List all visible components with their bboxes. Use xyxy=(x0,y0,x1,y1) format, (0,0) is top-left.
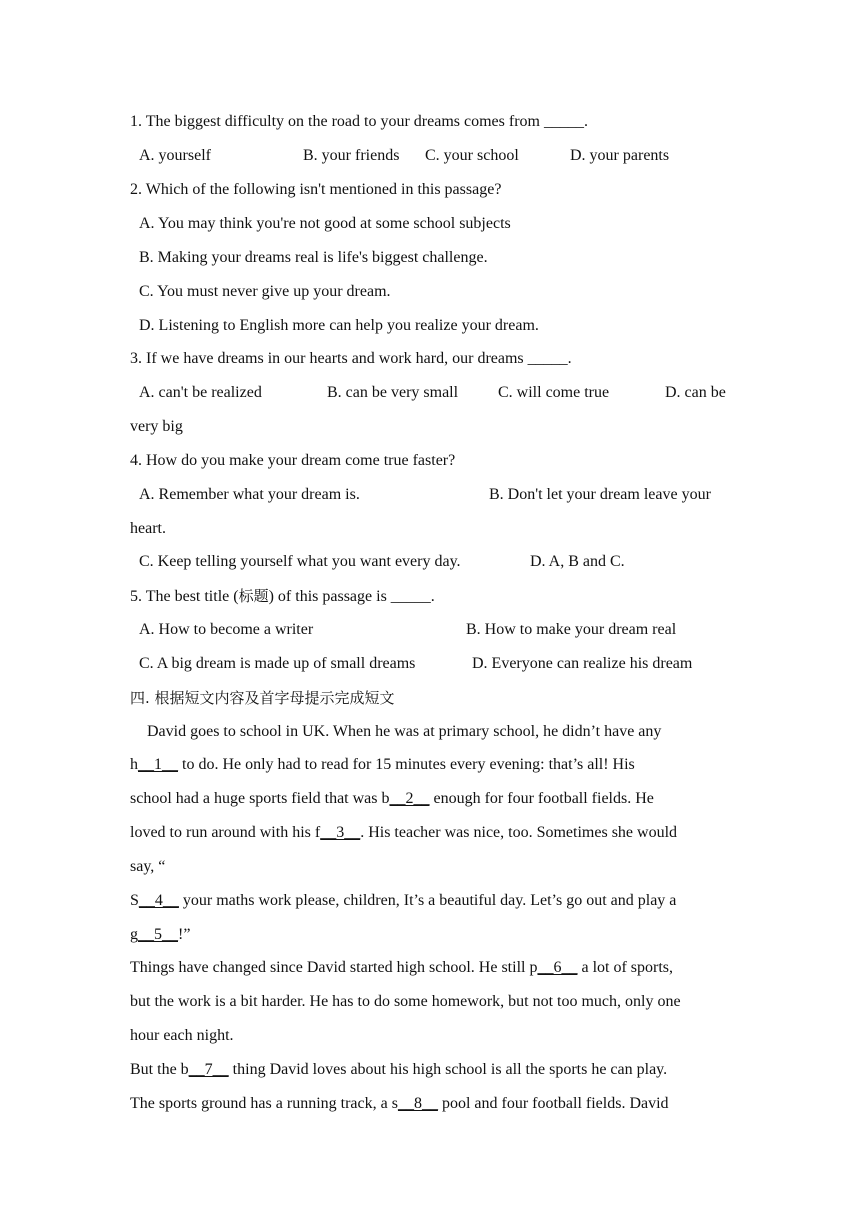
passage-line-2 xyxy=(130,755,734,775)
question-1-stem: 1. The biggest difficulty on the road to your dreams comes from _____. xyxy=(130,113,588,130)
q2-option-a: A. You may think you're not good at some school subjects xyxy=(139,215,511,232)
question-5-stem xyxy=(130,586,734,607)
passage-text: thing David loves about his high school is all the sports he can play. xyxy=(228,1061,668,1078)
q3-option-c: C. will come true xyxy=(498,384,610,401)
passage-line-9: but the work is a bit harder. He has to do some homework, but not too much, only one xyxy=(130,993,681,1010)
q4-option-b: B. Don't let your dream leave your xyxy=(489,486,711,503)
blank-2: __2__ xyxy=(389,790,430,807)
q5-stem-post: ) of this passage is _____. xyxy=(268,588,435,605)
q2-option-c: C. You must never give up your dream. xyxy=(139,283,391,300)
question-2-stem: 2. Which of the following isn't mentioned in this passage? xyxy=(130,181,502,198)
q4-option-a: A. Remember what your dream is. xyxy=(139,486,360,503)
blank-8: __8__ xyxy=(397,1095,438,1112)
blank-3: __3__ xyxy=(320,824,361,841)
passage-text: The sports ground has a running track, a s xyxy=(130,1095,398,1112)
q4-option-c: C. Keep telling yourself what you want every day. xyxy=(139,553,461,570)
passage-line-4 xyxy=(130,823,734,843)
blank-4: __4__ xyxy=(138,892,179,909)
q4-option-b-wrap: heart. xyxy=(130,520,166,537)
passage-text: But the b xyxy=(130,1061,189,1078)
q1-option-a: A. yourself xyxy=(139,147,211,164)
passage-text: school had a huge sports field that was b xyxy=(130,790,390,807)
q4-option-d: D. A, B and C. xyxy=(530,553,625,570)
q5-stem-pre: 5. The best title ( xyxy=(130,588,239,605)
passage-line-12 xyxy=(130,1094,734,1114)
passage-line-8 xyxy=(130,958,734,978)
section-4-heading: 四. 根据短文内容及首字母提示完成短文 xyxy=(130,689,395,707)
q5-option-b: B. How to make your dream real xyxy=(466,621,677,638)
passage-line-11 xyxy=(130,1060,734,1080)
passage-text: loved to run around with his f xyxy=(130,824,321,841)
passage-text: h xyxy=(130,756,138,773)
passage-text: . His teacher was nice, too. Sometimes she would xyxy=(360,824,678,841)
passage-line-3 xyxy=(130,789,734,809)
passage-line-5: say, “ xyxy=(130,858,166,875)
q3-option-b: B. can be very small xyxy=(327,384,459,401)
q1-option-d: D. your parents xyxy=(570,147,670,164)
q5-stem-cjk: 标题 xyxy=(238,587,269,605)
q3-option-d: D. can be xyxy=(665,384,726,401)
blank-1: __1__ xyxy=(138,756,178,773)
question-3-stem: 3. If we have dreams in our hearts and work hard, our dreams _____. xyxy=(130,350,572,367)
blank-6: __6__ xyxy=(537,959,578,976)
q2-option-b: B. Making your dreams real is life's biggest challenge. xyxy=(139,249,488,266)
q1-option-c: C. your school xyxy=(425,147,519,164)
q5-option-a: A. How to become a writer xyxy=(139,621,314,638)
blank-5: __5__ xyxy=(138,926,178,943)
passage-line-10: hour each night. xyxy=(130,1027,234,1044)
blank-7: __7__ xyxy=(188,1061,229,1078)
passage-text: to do. He only had to read for 15 minutes every evening: that’s all! His xyxy=(178,756,635,773)
q3-option-a: A. can't be realized xyxy=(139,384,262,401)
question-4-stem: 4. How do you make your dream come true faster? xyxy=(130,452,456,469)
passage-line-7 xyxy=(130,925,734,945)
q5-option-c: C. A big dream is made up of small dreams xyxy=(139,655,416,672)
passage-text: S xyxy=(130,892,139,909)
passage-line-1: David goes to school in UK. When he was at primary school, he didn’t have any xyxy=(147,723,662,740)
passage-text: your maths work please, children, It’s a beautiful day. Let’s go out and play a xyxy=(178,892,677,909)
passage-text: g xyxy=(130,926,138,943)
passage-text: pool and four football fields. David xyxy=(437,1095,669,1112)
passage-text: Things have changed since David started high school. He still p xyxy=(130,959,538,976)
passage-text: a lot of sports, xyxy=(577,959,674,976)
q3-option-d-wrap: very big xyxy=(130,418,183,435)
passage-line-6 xyxy=(130,891,734,911)
passage-text: !” xyxy=(178,926,191,943)
passage-text: enough for four football fields. He xyxy=(429,790,654,807)
q5-option-d: D. Everyone can realize his dream xyxy=(472,655,693,672)
q1-option-b: B. your friends xyxy=(303,147,400,164)
q2-option-d: D. Listening to English more can help you realize your dream. xyxy=(139,317,539,334)
